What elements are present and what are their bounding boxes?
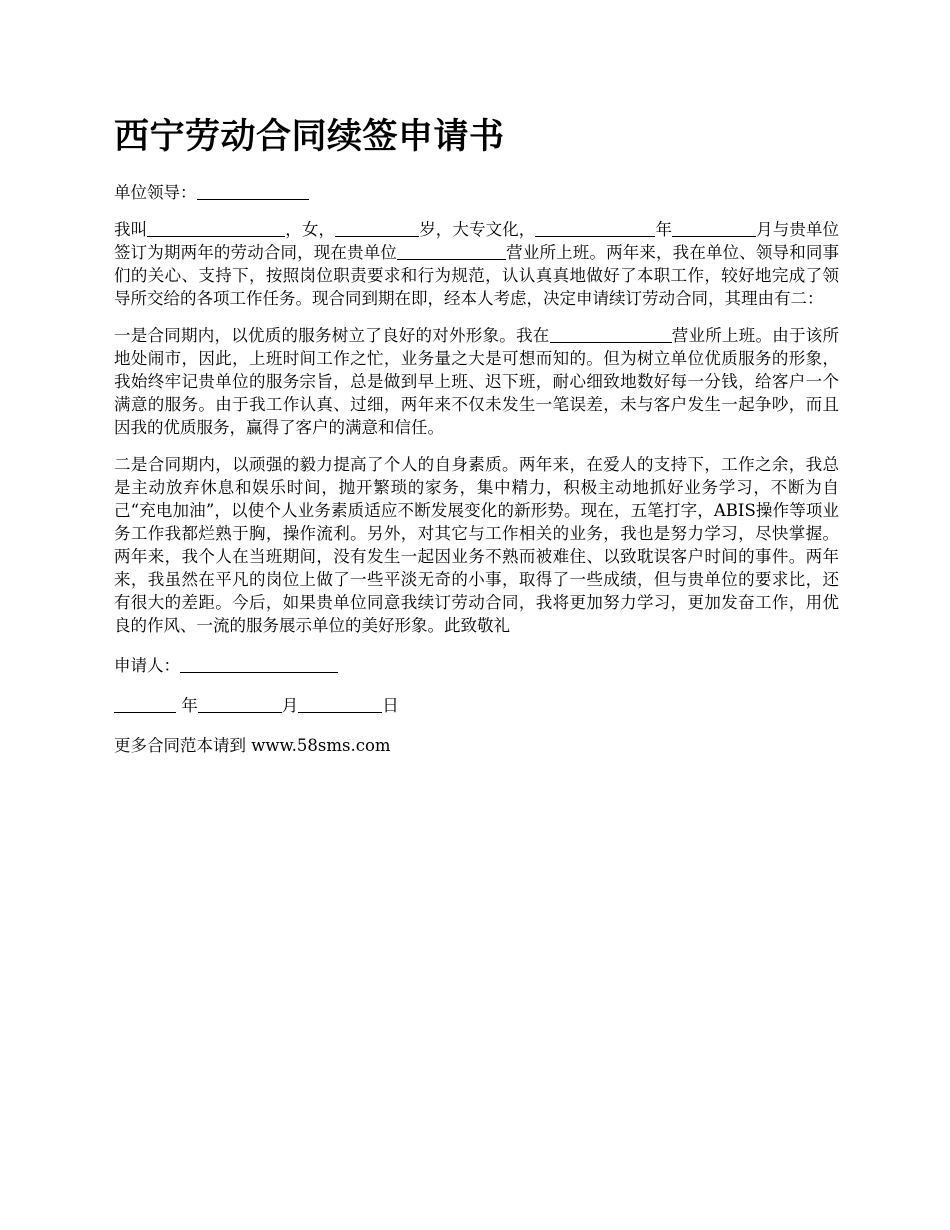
intro-text-6: 营业所上班。两年来，我在单位、领导和同事们的关心、支持下，按照岗位职责要求和行为规范，认认真真地做好了本职工作，较好地完成了领导所交给的各项工作任务。现合同到期在即，经本人考虑，决定申请续订劳动合同，其理由有二： xyxy=(114,243,840,308)
year-blank xyxy=(535,220,655,237)
date-month-label: 月 xyxy=(281,696,299,715)
office-blank xyxy=(550,326,672,343)
branch-blank xyxy=(397,243,506,260)
document-page xyxy=(114,113,839,757)
reason-one-text-2: 营业所上班。由于该所地处闹市，因此，上班时间工作之忙，业务量之大是可想而知的。但为树立单位优质服务的形象，我始终牢记贵单位的服务宗旨，总是做到早上班、迟下班，耐心细致地数好每一分钱，给客户一个满意的服务。由于我工作认真、过细，两年来不仅未发生一笔误差，未与客户发生一起争吵，而且因我的优质服务，赢得了客户的满意和信任。 xyxy=(114,326,839,437)
leader-blank xyxy=(197,183,309,200)
date-line xyxy=(114,694,839,717)
applicant-blank xyxy=(180,656,338,673)
reason-one-text-1: 一是合同期内，以优质的服务树立了良好的对外形象。我在 xyxy=(114,326,550,345)
month-blank xyxy=(672,220,756,237)
intro-text-4: 年 xyxy=(655,220,673,239)
greeting-line xyxy=(114,181,839,204)
document-title: 西宁劳动合同续签申请书 xyxy=(114,116,505,157)
intro-text-1: 我叫 xyxy=(114,220,148,239)
paragraph-reason-two: 二是合同期内，以顽强的毅力提高了个人的自身素质。两年来，在爱人的支持下，工作之余，我总是主动放弃休息和娱乐时间，抛开繁琐的家务，集中精力，积极主动地抓好业务学习，不断为自己“充电加油”，以使个人业务素质适应不断发展变化的新形势。现在，五笔打字，ABIS操作等项业务工作我都烂熟于胸，操作流利。另外，对其它与工作相关的业务，我也是努力学习，尽快掌握。两年来，我个人在当班期间，没有发生一起因业务不熟而被难住、以致耽误客户时间的事件。两年来，我虽然在平凡的岗位上做了一些平淡无奇的小事，取得了一些成绩，但与贵单位的要求比，还有很大的差距。今后，如果贵单位同意我续订劳动合同，我将更加努力学习，更加发奋工作，用优良的作风、一流的服务展示单位的美好形象。此致敬礼 xyxy=(114,455,839,635)
date-month-blank xyxy=(198,696,282,713)
paragraph-intro xyxy=(114,218,839,310)
date-day-blank xyxy=(298,696,382,713)
applicant-label: 申请人： xyxy=(114,656,180,675)
intro-text-5: 月与贵单位签订为期两年的劳动合同，现在贵单位 xyxy=(114,220,840,262)
footer-link-text: 更多合同范本请到 www.58sms.com xyxy=(114,736,391,755)
applicant-line xyxy=(114,654,839,677)
date-day-label: 日 xyxy=(382,696,399,715)
date-year-label: 年 xyxy=(181,696,198,715)
paragraph-reason-one xyxy=(114,324,839,439)
date-year-blank xyxy=(114,696,176,713)
intro-text-3: 岁，大专文化， xyxy=(419,220,536,239)
name-blank xyxy=(147,220,285,237)
age-blank xyxy=(335,220,419,237)
greeting-text: 单位领导： xyxy=(114,183,197,202)
intro-text-2: ，女， xyxy=(285,220,336,239)
